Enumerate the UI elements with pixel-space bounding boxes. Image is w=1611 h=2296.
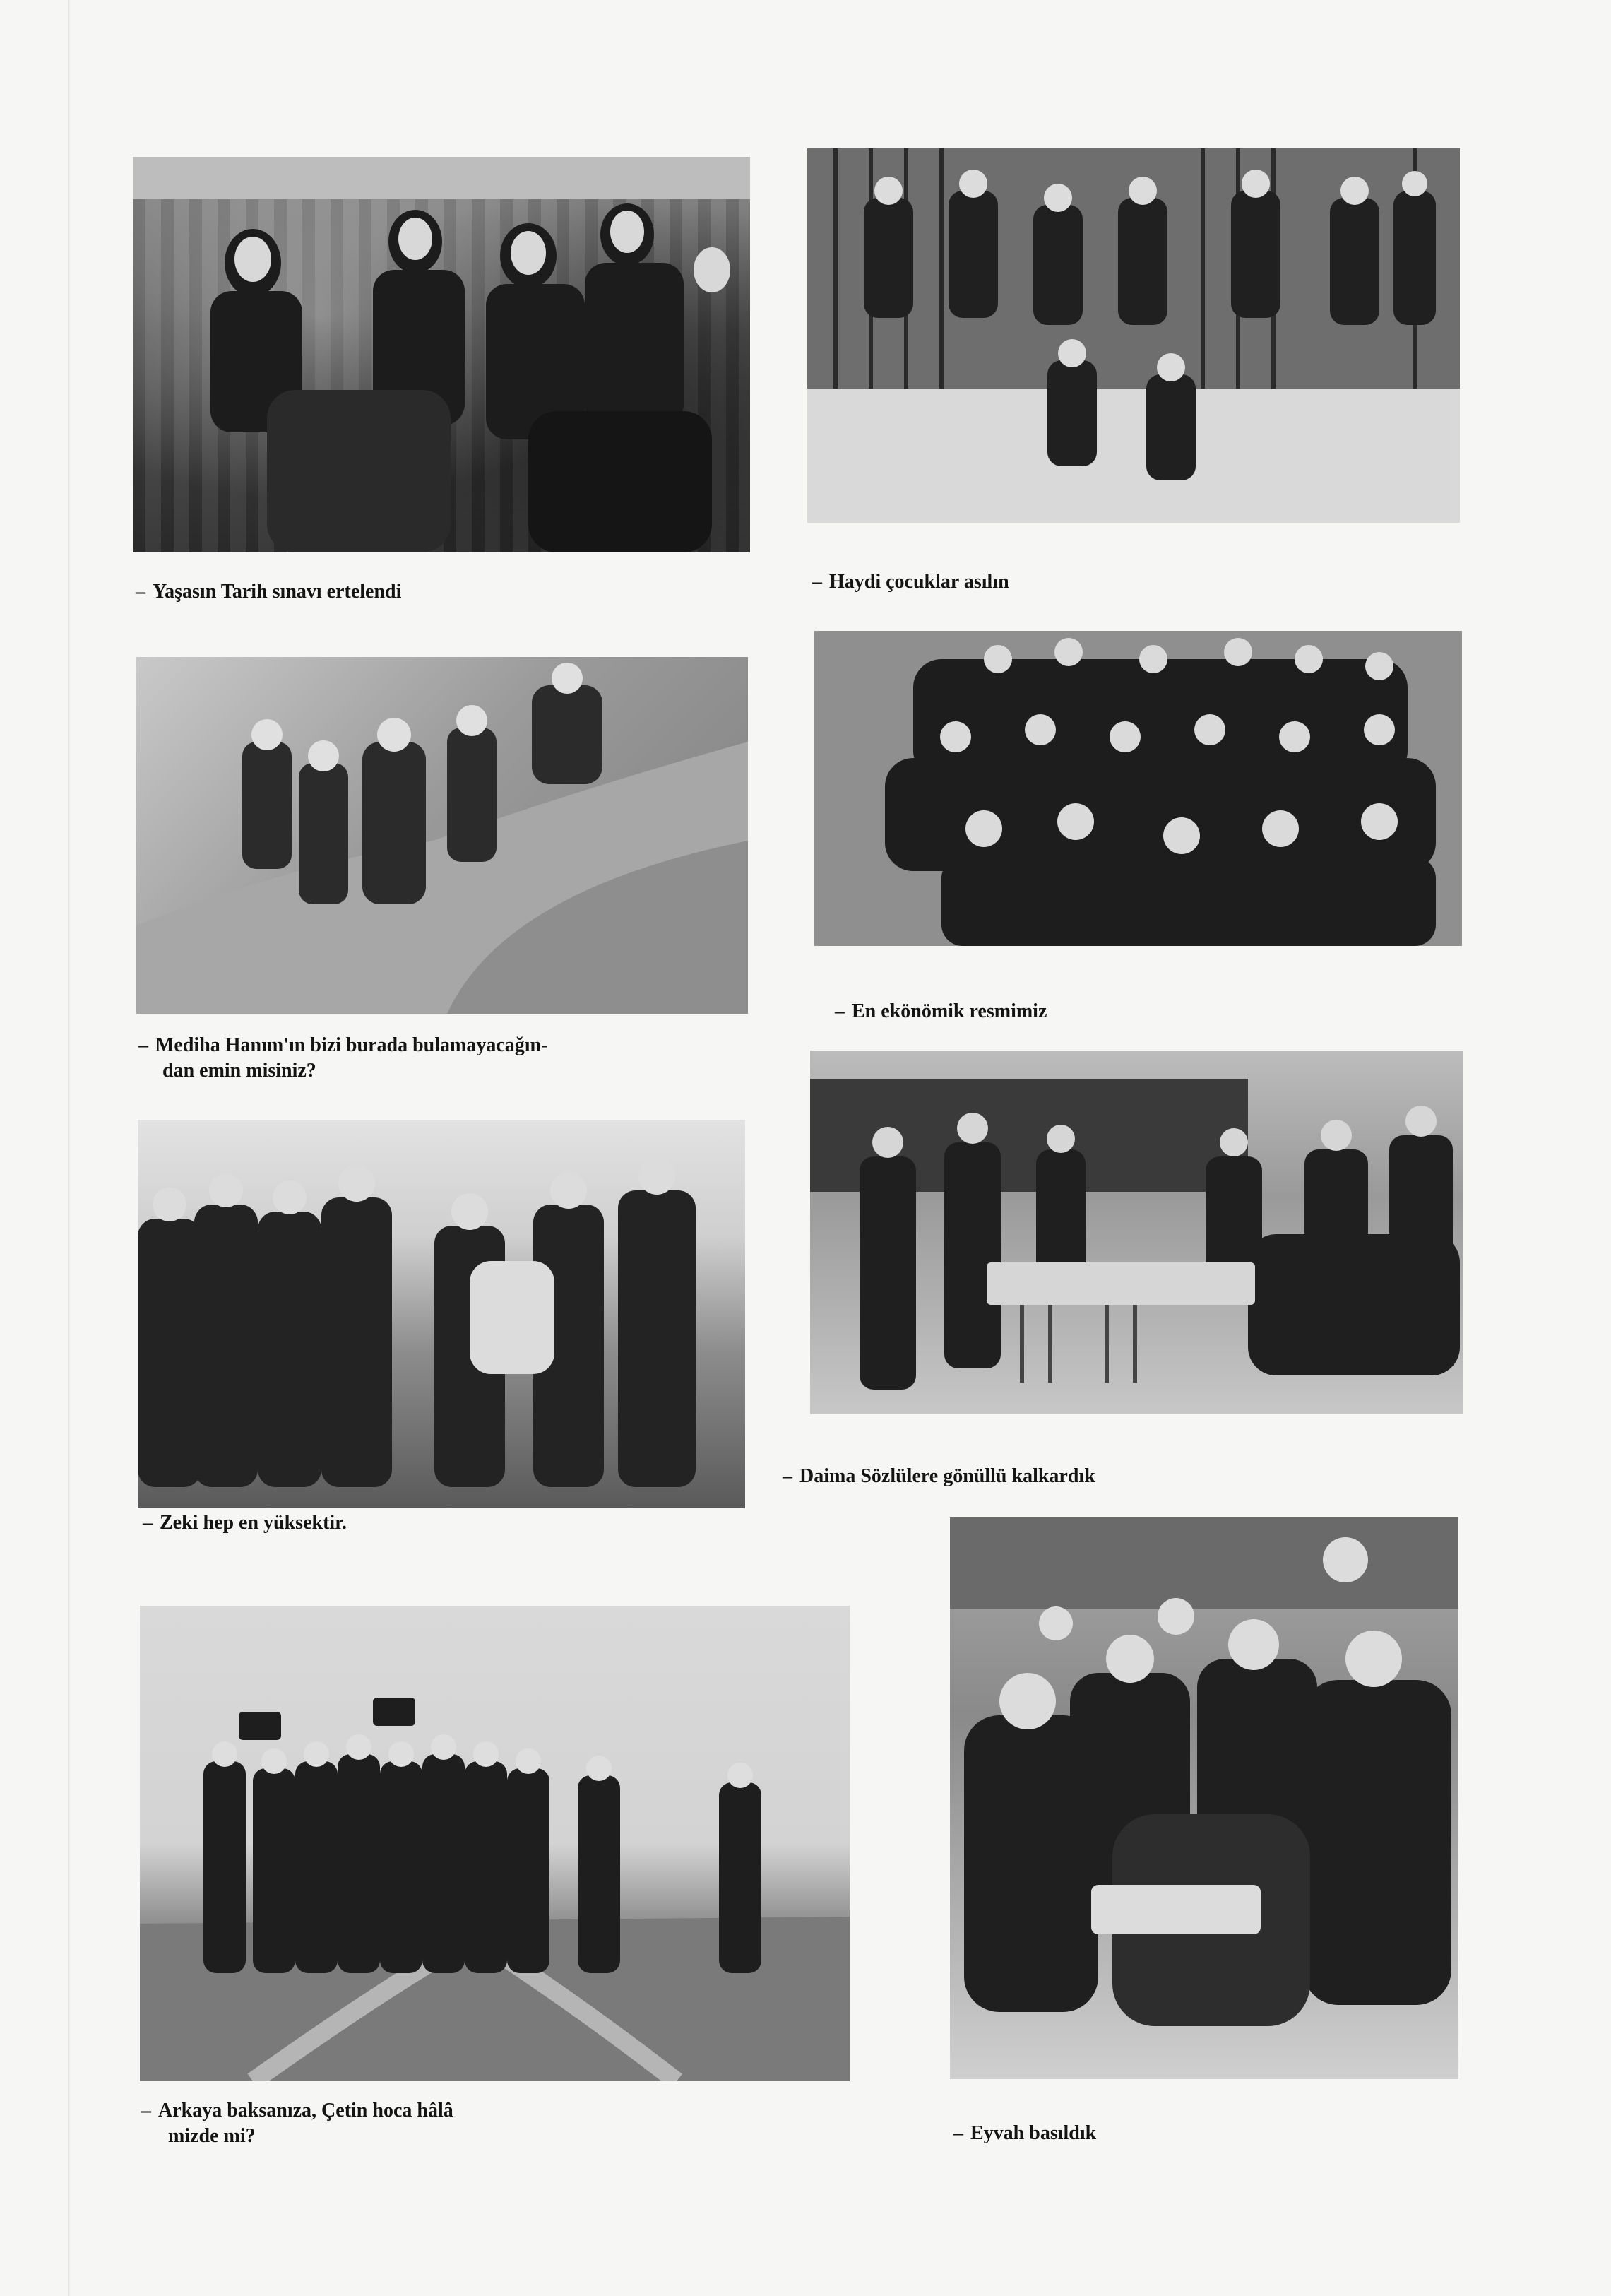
photo-cafeteria	[950, 1517, 1458, 2079]
photo-field-trip	[140, 1606, 850, 2081]
photo-classroom	[810, 1051, 1463, 1414]
caption-photo-4: – En ekönömik resmimiz	[835, 1000, 1047, 1022]
photo-students-on-fence	[807, 148, 1460, 523]
photo-cheering-students	[133, 157, 750, 552]
page-edge	[68, 0, 71, 2296]
caption-photo-1: – Yaşasın Tarih sınavı ertelendi	[136, 581, 402, 603]
photo-students-on-hillside	[136, 657, 748, 1014]
caption-dash: –	[136, 581, 145, 603]
caption-photo-5: – Zeki hep en yüksektir.	[143, 1512, 347, 1534]
caption-photo-3: – Mediha Hanım'ın bizi burada bulamayacağın- dan emin misiniz?	[138, 1034, 548, 1082]
photo-crowded-group	[814, 631, 1462, 946]
caption-photo-7: – Arkaya baksanıza, Çetin hoca hâlâ mizde mi?	[141, 2100, 453, 2147]
caption-photo-6: – Daima Sözlülere gönüllü kalkardık	[783, 1465, 1095, 1487]
caption-photo-2: – Haydi çocuklar asılın	[812, 571, 1009, 593]
caption-photo-8: – Eyvah basıldık	[953, 2122, 1097, 2144]
photo-group-outdoors	[138, 1120, 745, 1508]
